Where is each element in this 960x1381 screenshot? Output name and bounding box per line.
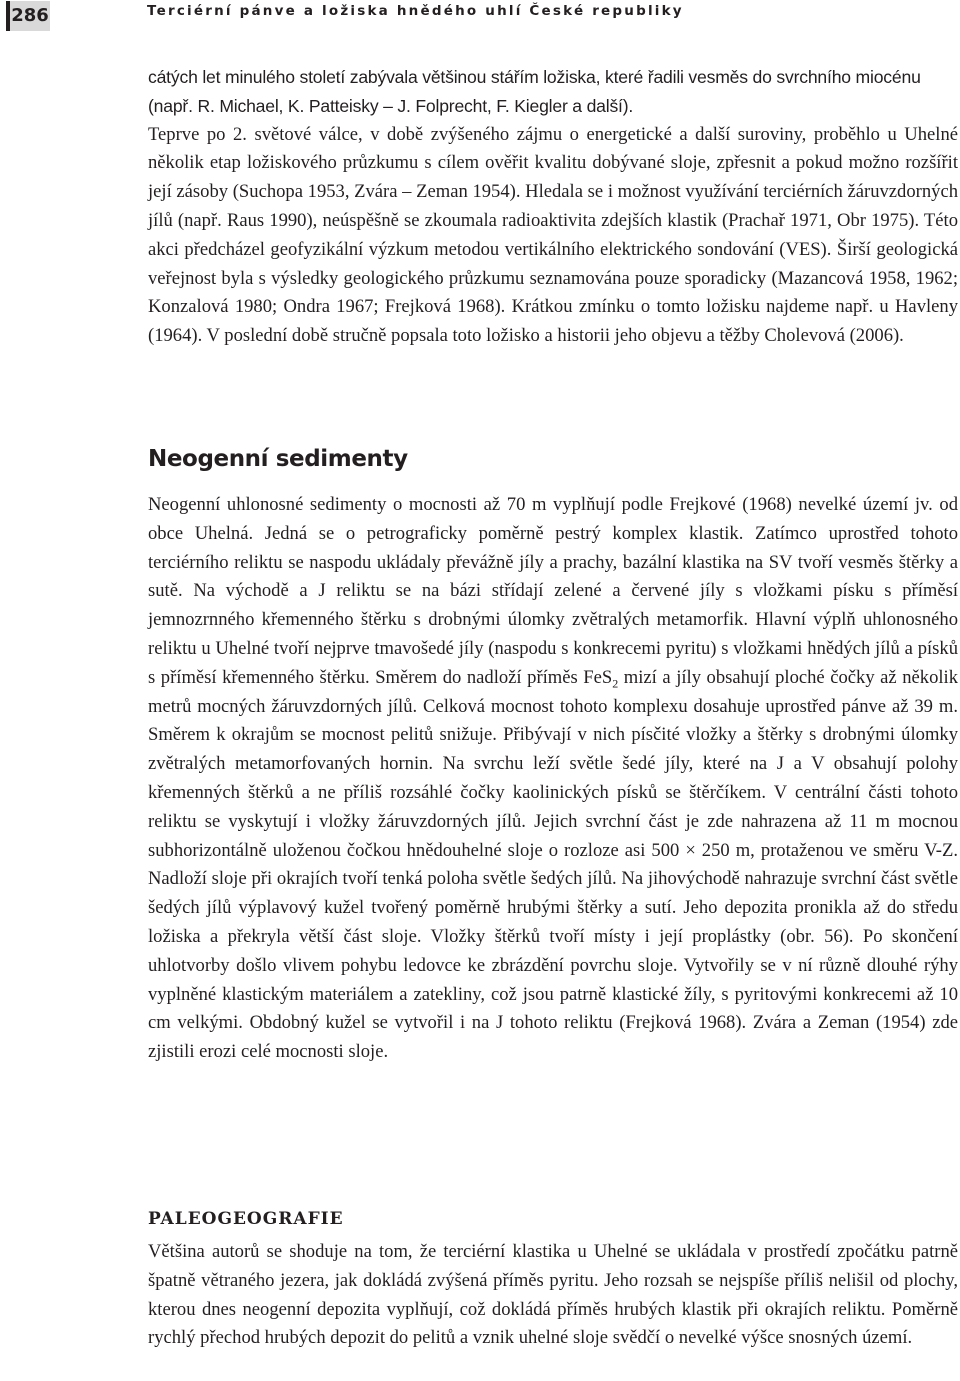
paleogeografie-heading: PALEOGEOGRAFIE [148,1209,344,1229]
section-paragraph [148,491,958,1067]
intro-block [148,63,958,351]
section-body [148,491,958,1067]
intro-continuation: cátých let minulého století zabývala většinou stářím ložiska, které řadili vesměs do svrchního miocénu (např. R. Michael, K. Patteisky – J. Folprecht, F. Kiegler a další). [148,67,921,116]
running-title: Terciérní pánve a ložiska hnědého uhlí České republiky [147,3,684,19]
section-title: Neogenní sedimenty [148,446,408,472]
intro-paragraph [148,121,958,351]
section-text-part1: Neogenní uhlonosné sedimenty o mocnosti až 70 m vyplňují podle Frejkové (1968) nevelké území jv. od obce Uhelná. Jedná se o petrograficky poměrně pestrý komplex klastik. Zatímco uprostřed tohoto terciérního reliktu se naspodu ukládaly převážně jíly a prachy, bazální klastika na SV tvoří vesměs štěrky a sutě. Na východě a J reliktu se na bázi střídají zelené a červené jíly s vložkami písku s příměsí jemnozrnného křemenného štěrku s drobnými úlomky zvětralých metamorfik. Hlavní výplň uhlonosného reliktu u Uhelné tvoří nejprve tmavošedé jíly (naspodu s konkrecemi pyritu) s vložkami hnědých jílů a písků s příměsí křemenného štěrku. Směrem do nadloží příměs FeS [148,494,958,688]
page-header [0,0,960,32]
paleo-body [148,1238,958,1353]
paleo-paragraph: Většina autorů se shoduje na tom, že terciérní klastika u Uhelné se ukládala v prostředí zpočátku patrně špatně větraného jezera, jak dokládá zvýšená příměs pyritu. Jeho rozsah se nejspíše příliš nelišil od plochy, kterou dnes neogenní depozita vyplňují, což dokládá příměs hrubých klastik při okrajích reliktu. Poměrně rychlý přechod hrubých depozit do pelitů a vznik uhelné sloje svědčí o nevelké výšce snosných území. [148,1241,958,1349]
page-number: 286 [6,1,50,31]
subscript-two: 2 [612,676,619,691]
section-text-part2: mizí a jíly obsahují ploché čočky až několik metrů mocných žáruvzdorných jílů. Celková mocnost tohoto komplexu dosahuje uprostřed pánve až 39 m. Směrem k okrajům se mocnost pelitů snižuje. Přibývají v nich písčité vložky a štěrky s drobnými úlomky zvětralých metamorfovaných hornin. Na svrchu leží světle šedé jíly, které na J a V obsahují polohy křemenných štěrků a ne příliš rozsáhlé čočky kaolinických písků se štěrčíkem. V centrální části tohoto reliktu se vyskytují i vložky žáruvzdorných jílů. Jejich svrchní část je zde nahrazena až 11 m mocnou subhorizontálně uloženou čočkou hnědouhelné sloje o rozloze asi 500 × 250 m, protaženou ve směru V-Z. Nadloží sloje při okrajích tvoří tenká poloha světle šedých jílů. Na jihovýchodě nahrazuje svrchní část světle šedých jílů výplavový kužel tvořený poměrně hrubými štěrky a sutí. Jeho depozita pronikla až do středu ložiska a překryla větší část sloje. Vložky štěrků tvoří místy i její proplástky (obr. 56). Po skončení uhlotvorby došlo vlivem pohybu ledovce ke zbrázdění povrchu sloje. Vytvořily se v ní různě dlouhé rýhy vyplněné klastickým materiálem a zatekliny, což jsou patrně klastické žíly, s pyritovými konkrecemi až 10 cm velkými. Obdobný kužel se vytvořil i na J tohoto reliktu (Frejková 1968). Zvára a Zeman (1954) zde zjistili erozi celé mocnosti sloje. [148,666,959,1063]
intro-paragraph-text: Teprve po 2. světové válce, v době zvýšeného zájmu o energetické a další suroviny, proběhlo u Uhelné několik etap ložiskového průzkumu s cílem ověřit kvalitu dobývané sloje, zpřesnit a pokud možno rozšířit její zásoby (Suchopa 1953, Zvára – Zeman 1954). Hledala se i možnost využívání terciérních žáruvzdorných jílů (např. Raus 1990), neúspěšně se zkoumala radioaktivita zdejších klastik (Prachař 1971, Obr 1975). Této akci předcházel geofyzikální výzkum metodou vertikálního elektrického sondování (VES). Širší geologická veřejnost byla s výsledky geologického průzkumu seznamována pouze sporadicky (Mazancová 1958, 1962; Konzalová 1980; Ondra 1967; Frejková 1968). Krátkou zmínku o tomto ložisku najdeme např. u Havleny (1964). V poslední době stručně popsala toto ložisko a historii jeho objevu a těžby Cholevová (2006). [148,123,958,347]
